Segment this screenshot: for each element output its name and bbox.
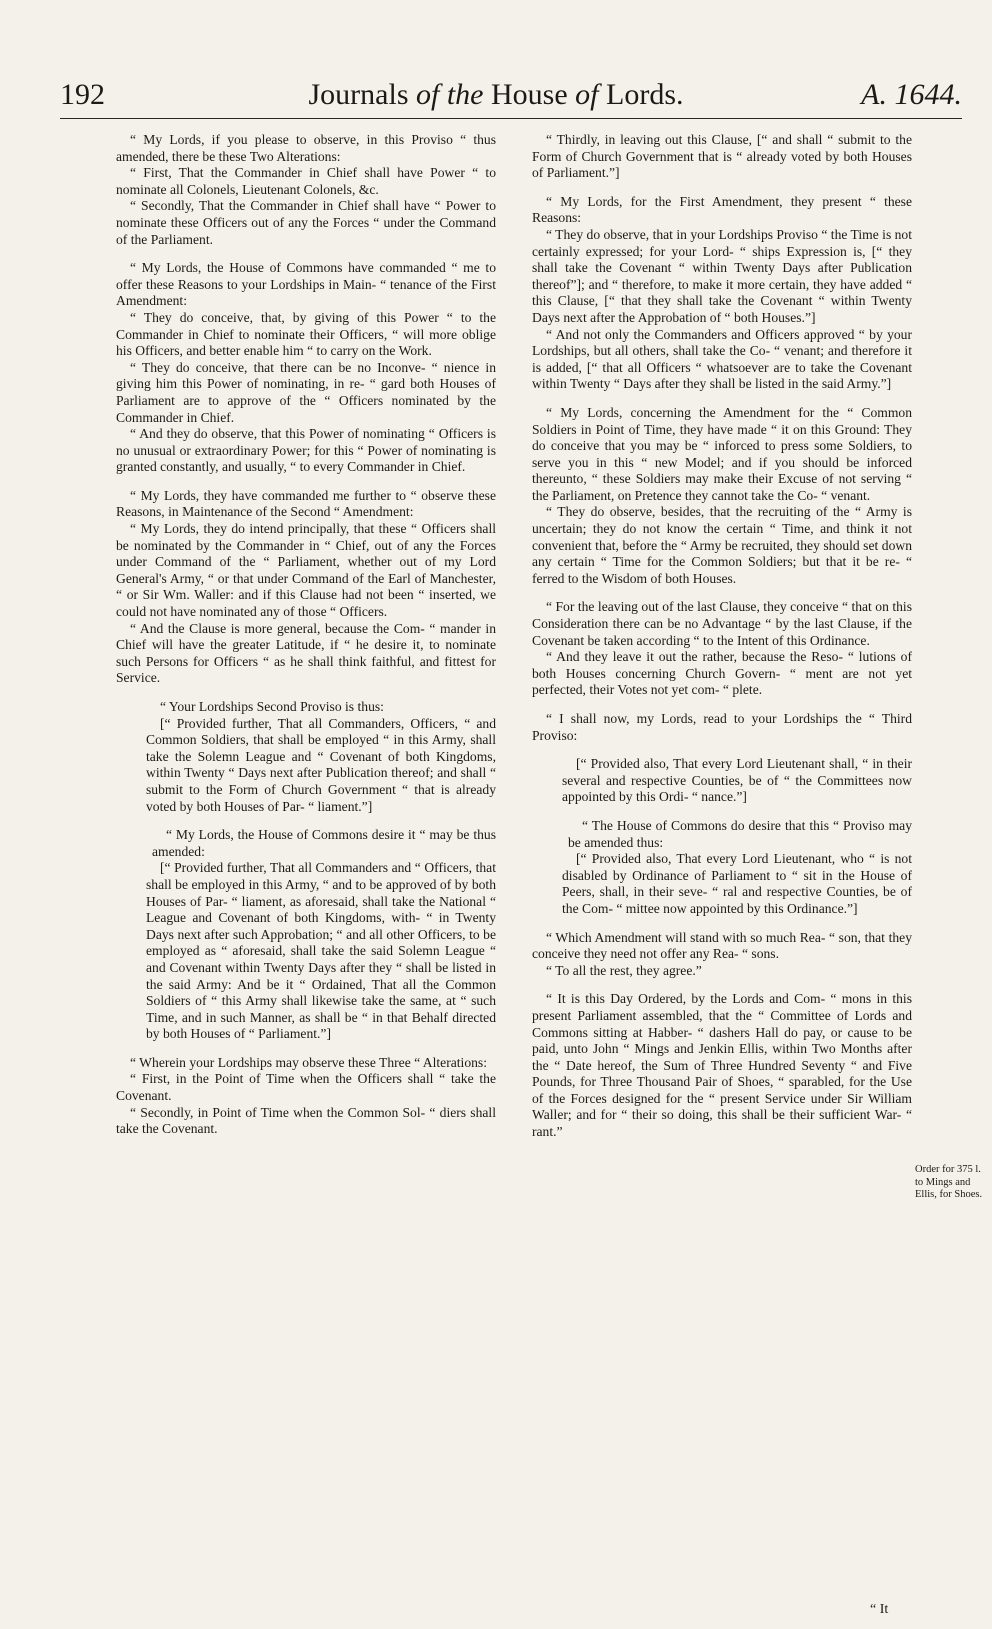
paragraph: “ Secondly, in Point of Time when the Common Sol- “ diers shall take the Covenant. (116, 1104, 496, 1137)
order-paragraph: “ It is this Day Ordered, by the Lords and Com- “ mons in this present Parliament assembled, that the “ Committee of Lords and Commons sitting at Habber- “ dashers Hall do pay, or cause to be paid, unto John “ Mings and Jenkin Ellis, within Two Months after the “ Date hereof, the Sum of Three Hundred Seventy “ and Five Pounds, for Three Thousand Pair of Shoes, “ sparabled, for the Use of the Forces designed for the “ present Service under Sir William Waller; and for “ their so doing, this shall be their sufficient War- “ rant.” (532, 991, 912, 1140)
left-column (116, 132, 496, 1138)
paragraph: “ My Lords, if you please to observe, in this Proviso “ thus amended, there be these Two Alterations: (116, 132, 496, 164)
paragraph: “ The House of Commons do desire that this “ Proviso may be amended thus: (568, 817, 912, 850)
page-header (0, 78, 992, 128)
paragraph: “ I shall now, my Lords, read to your Lordships the “ Third Proviso: (532, 711, 912, 743)
proviso-heading: “ Your Lordships Second Proviso is thus: (160, 699, 384, 714)
paragraph: “ They do observe, that in your Lordships Proviso “ the Time is not certainly expressed; for your Lord- “ ships Expression is, [“ they shall take the Covenant “ within Twenty Days after Publication thereof”]; and “ therefore, to make it more certain, they have added “ this Clause, [“ that they shall take the Covenant “ within Twenty Days next after the Approbation of “ both Houses.”] (532, 226, 913, 325)
paragraph: “ First, That the Commander in Chief shall have Power “ to nominate all Colonels, Lieutenant Colonels, &c. (116, 165, 496, 197)
proviso-text: [“ Provided also, That every Lord Lieutenant, who “ is not disabled by Ordinance of Parliament to “ sit in the House of Peers, shall, in their seve- “ ral and respective Counties, be of the Com- “ mittee now appointed by this Ordinance.”] (562, 851, 912, 916)
running-title: Journals of the House of Lords. (308, 78, 684, 111)
paragraph: “ Wherein your Lordships may observe these Three “ Alterations: (130, 1054, 487, 1070)
paragraph: “ My Lords, they have commanded me further to “ observe these Reasons, in Maintenance of the Second “ Amendment: (116, 487, 496, 520)
right-column (532, 132, 912, 1141)
paragraph: “ Which Amendment will stand with so much Rea- “ son, that they conceive they need not offer any Rea- “ sons. (532, 929, 912, 962)
catchword: “ It (870, 1602, 889, 1617)
margin-note: Order for 375 l. to Mings and Ellis, for Shoes. (915, 1164, 983, 1200)
page-number: 192 (60, 78, 105, 111)
paragraph: “ And not only the Commanders and Officers approved “ by your Lordships, but all others, shall take the Co- “ venant; and therefore it is added, [“ that all Officers “ whatsoever are to take the Covenant within Twenty “ Days after they shall be listed in the said Army.”] (532, 326, 912, 392)
proviso-text: [“ Provided further, That all Commanders and “ Officers, that shall be employed in this Army, “ and to be approved of by both Houses of Par- “ liament, as aforesaid, shall take the National “ League and Covenant of both Kingdoms, with- “ in Twenty Days next after such Approbation; “ and all other Officers, to be employed as “ aforesaid, shall take the said Solemn League “ and Covenant within Twenty Days after they “ shall be listed in the said Army: And be it “ Ordained, That all the Common Soldiers of “ this Army shall likewise take the same, at “ such Time, and in such Manner, as shall be “ in that Behalf directed by both Houses of “ Parliament.”] (146, 860, 496, 1042)
paragraph: “ They do conceive, that, by giving of this Power “ to the Commander in Chief to nominate their Officers, “ will more oblige his Officers, and better enable him “ to carry on the Work. (116, 309, 496, 359)
paragraph: “ They do conceive, that there can be no Inconve- “ nience in giving him this Power of nominating, in re- “ gard both Houses of Parliament are to approve of the “ Officers nominated by the Commander in Chief. (116, 359, 496, 425)
proviso-text: [“ Provided also, That every Lord Lieutenant shall, “ in their several and respective Counties, be of “ the Committees now appointed by this Ordi- “ nance.”] (562, 756, 912, 805)
paragraph: “ My Lords, concerning the Amendment for the “ Common Soldiers in Point of Time, they have made “ it on this Ground: They do conceive that you may be “ inforced to press some Soldiers, to serve you in this “ new Model; and if you should be inforced thereunto, “ these Soldiers may make their Excuse of not serving “ the Parliament, on Pretence they cannot take the Co- “ venant. (532, 404, 912, 503)
paragraph: “ My Lords, the House of Commons desire it “ may be thus amended: (152, 827, 496, 859)
paragraph: “ To all the rest, they agree.” (546, 962, 702, 978)
proviso-text: [“ Provided further, That all Commanders, Officers, “ and Common Soldiers, that shall be employed “ in this Army, shall take the Solemn League and “ Covenant of both Kingdoms, within Twenty “ Days next after Publication thereof; and shall “ submit to the Form of Church Government “ that is already voted by both Houses of Par- “ liament.”] (146, 715, 496, 814)
header-rule (60, 118, 962, 119)
paragraph: “ Secondly, That the Commander in Chief shall have “ Power to nominate these Officers out of any the Forces “ under the Command of the Parliament. (116, 198, 496, 247)
paragraph: “ Thirdly, in leaving out this Clause, [“ and shall “ submit to the Form of Church Government that is “ already voted by both Houses of Parliament.”] (532, 132, 912, 181)
paragraph: “ My Lords, for the First Amendment, they present “ these Reasons: (532, 193, 912, 226)
paragraph: “ They do observe, besides, that the recruiting of the “ Army is uncertain; they do not know the certain “ Time, and think it not convenient that, before the “ Army be recruited, they should set down any certain “ Time for the Common Soldiers; but that it be re- “ ferred to the Wisdom of both Houses. (532, 504, 912, 586)
paragraph: “ My Lords, they do intend principally, that these “ Officers shall be nominated by the Commander in “ Chief, out of any the Forces under Command of the “ Parliament, whether out of my Lord General's Army, “ or that under Command of the Earl of Manchester, “ or Sir Wm. Waller: and if this Clause had not been “ inserted, we could not have nominated any of those “ Officers. (116, 521, 496, 620)
paragraph: “ And they do observe, that this Power of nominating “ Officers is no unusual or extraordinary Power; for this “ Power of nominating is granted constantly, and usually, “ to every Commander in Chief. (116, 426, 496, 475)
paragraph: “ And they leave it out the rather, because the Reso- “ lutions of both Houses concerning Church Govern- “ ment are not yet perfected, their Votes not yet com- “ plete. (532, 649, 912, 698)
paragraph: “ First, in the Point of Time when the Officers shall “ take the Covenant. (116, 1071, 496, 1104)
paragraph: “ For the leaving out of the last Clause, they conceive “ that on this Consideration there can be no Advantage “ by the last Clause, if the Covenant be taken according “ to the Intent of this Ordinance. (532, 599, 912, 648)
paragraph: “ My Lords, the House of Commons have commanded “ me to offer these Reasons to your Lordships in Main- “ tenance of the First Amendment: (116, 260, 496, 309)
year: A. 1644. (861, 78, 962, 111)
paragraph: “ And the Clause is more general, because the Com- “ mander in Chief will have the greater Latitude, if “ he desire it, to nominate such Persons for Officers “ as he shall think faithful, and fittest for Service. (116, 620, 496, 686)
